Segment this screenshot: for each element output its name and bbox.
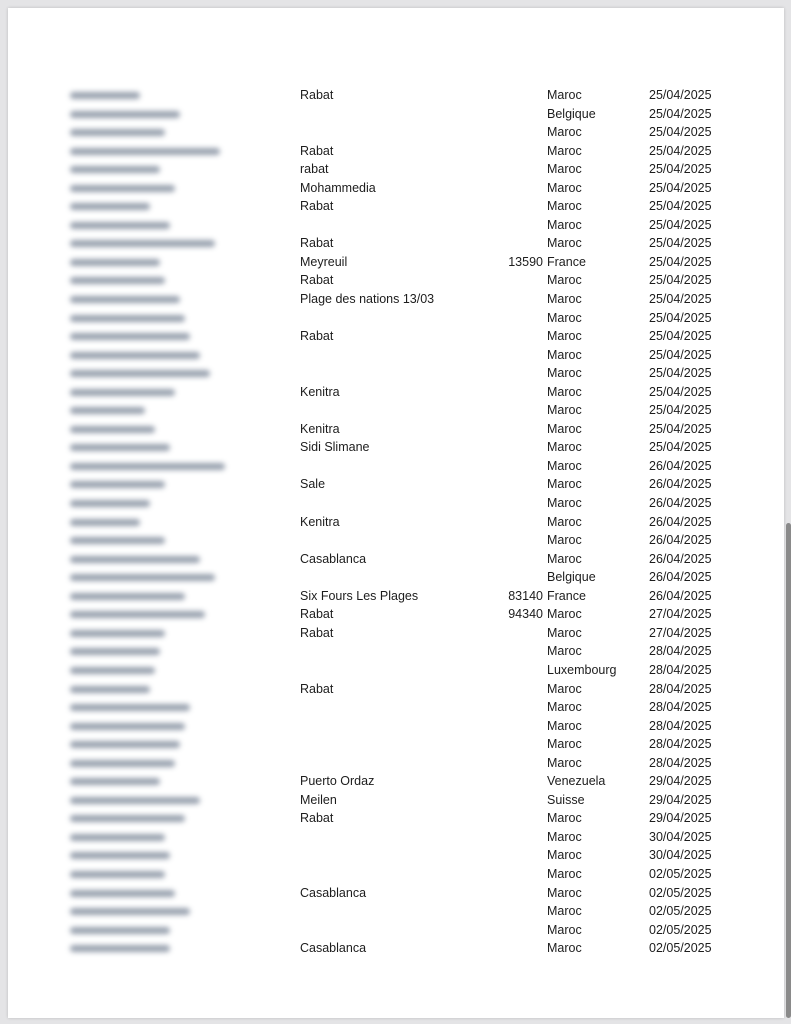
table-row — [8, 698, 784, 717]
table-row — [8, 624, 784, 643]
country-cell: Maroc — [547, 718, 582, 733]
redacted-name — [70, 309, 230, 327]
date-cell: 02/05/2025 — [649, 904, 712, 919]
redaction-blur — [70, 871, 165, 878]
table-row — [8, 142, 784, 161]
redacted-name — [70, 123, 230, 141]
city-cell: Rabat — [300, 273, 334, 288]
redacted-name — [70, 568, 230, 586]
country-cell: Maroc — [547, 143, 582, 158]
redacted-name — [70, 160, 230, 178]
city-cell: Meyreuil — [300, 254, 348, 269]
redaction-blur — [70, 148, 220, 155]
redaction-blur — [70, 185, 175, 192]
redaction-blur — [70, 593, 185, 600]
country-cell: Maroc — [547, 329, 582, 344]
country-cell: Maroc — [547, 180, 582, 195]
table-row — [8, 438, 784, 457]
redacted-name — [70, 513, 230, 531]
redacted-name — [70, 902, 230, 920]
date-cell: 25/04/2025 — [649, 273, 712, 288]
redacted-name — [70, 383, 230, 401]
country-cell: Maroc — [547, 848, 582, 863]
vertical-scrollbar[interactable] — [786, 523, 791, 1018]
redacted-name — [70, 457, 230, 475]
date-cell: 29/04/2025 — [649, 792, 712, 807]
table-row — [8, 86, 784, 105]
country-cell: Maroc — [547, 829, 582, 844]
country-cell: Maroc — [547, 347, 582, 362]
country-cell: Maroc — [547, 755, 582, 770]
redaction-blur — [70, 630, 165, 637]
redacted-name — [70, 624, 230, 642]
zip-cell: 13590 — [508, 254, 543, 269]
table-row — [8, 717, 784, 736]
country-cell: Belgique — [547, 106, 596, 121]
redacted-name — [70, 234, 230, 252]
redacted-name — [70, 865, 230, 883]
redacted-name — [70, 735, 230, 753]
city-cell: Casablanca — [300, 885, 367, 900]
table-row — [8, 884, 784, 903]
date-cell: 25/04/2025 — [649, 180, 712, 195]
city-cell: Rabat — [300, 236, 334, 251]
redacted-name — [70, 179, 230, 197]
redaction-blur — [70, 352, 200, 359]
country-cell: Maroc — [547, 514, 582, 529]
city-cell: Rabat — [300, 681, 334, 696]
city-cell: Rabat — [300, 88, 334, 102]
date-cell: 02/05/2025 — [649, 866, 712, 881]
city-cell: Mohammedia — [300, 180, 376, 195]
redacted-name — [70, 642, 230, 660]
date-cell: 26/04/2025 — [649, 458, 712, 473]
redaction-blur — [70, 797, 200, 804]
date-cell: 29/04/2025 — [649, 774, 712, 789]
date-cell: 25/04/2025 — [649, 292, 712, 307]
redaction-blur — [70, 203, 150, 210]
city-cell: Rabat — [300, 811, 334, 826]
redacted-name — [70, 717, 230, 735]
country-cell: Maroc — [547, 551, 582, 566]
table-row — [8, 475, 784, 494]
redaction-blur — [70, 852, 170, 859]
table-row — [8, 568, 784, 587]
redaction-blur — [70, 778, 160, 785]
city-cell: Rabat — [300, 199, 334, 214]
redaction-blur — [70, 333, 190, 340]
redaction-blur — [70, 407, 145, 414]
redaction-blur — [70, 927, 170, 934]
table-row — [8, 661, 784, 680]
date-cell: 27/04/2025 — [649, 607, 712, 622]
city-cell: Puerto Ordaz — [300, 774, 375, 789]
date-cell: 28/04/2025 — [649, 681, 712, 696]
date-cell: 25/04/2025 — [649, 440, 712, 455]
redacted-name — [70, 271, 230, 289]
country-cell: Maroc — [547, 607, 582, 622]
date-cell: 25/04/2025 — [649, 347, 712, 362]
redaction-blur — [70, 481, 165, 488]
table-row — [8, 680, 784, 699]
country-cell: Maroc — [547, 384, 582, 399]
country-cell: Maroc — [547, 866, 582, 881]
redaction-blur — [70, 667, 155, 674]
redaction-blur — [70, 259, 160, 266]
country-cell: France — [547, 254, 586, 269]
date-cell: 26/04/2025 — [649, 496, 712, 511]
date-cell: 30/04/2025 — [649, 829, 712, 844]
table-row — [8, 772, 784, 791]
table-row — [8, 160, 784, 179]
table-row — [8, 587, 784, 606]
date-cell: 26/04/2025 — [649, 551, 712, 566]
table-row — [8, 865, 784, 884]
date-cell: 02/05/2025 — [649, 941, 712, 956]
redaction-blur — [70, 686, 150, 693]
redacted-name — [70, 86, 230, 104]
table-row — [8, 253, 784, 272]
redacted-name — [70, 791, 230, 809]
redaction-blur — [70, 834, 165, 841]
date-cell: 25/04/2025 — [649, 106, 712, 121]
country-cell: Maroc — [547, 421, 582, 436]
date-cell: 28/04/2025 — [649, 662, 712, 677]
country-cell: Maroc — [547, 236, 582, 251]
table-row — [8, 513, 784, 532]
redaction-blur — [70, 296, 180, 303]
redacted-name — [70, 531, 230, 549]
redaction-blur — [70, 463, 225, 470]
redaction-blur — [70, 92, 140, 99]
table-row — [8, 271, 784, 290]
city-cell: Sale — [300, 477, 326, 492]
date-cell: 02/05/2025 — [649, 922, 712, 937]
redacted-name — [70, 438, 230, 456]
redaction-blur — [70, 760, 175, 767]
country-cell: Luxembourg — [547, 662, 617, 677]
date-cell: 25/04/2025 — [649, 366, 712, 381]
city-cell: Six Fours Les Plages — [300, 588, 419, 603]
city-cell: Kenitra — [300, 421, 340, 436]
redaction-blur — [70, 723, 185, 730]
redaction-blur — [70, 704, 190, 711]
table-row — [8, 550, 784, 569]
date-cell: 27/04/2025 — [649, 625, 712, 640]
table-row — [8, 123, 784, 142]
city-cell: rabat — [300, 162, 329, 177]
date-cell: 25/04/2025 — [649, 310, 712, 325]
table-row — [8, 327, 784, 346]
redaction-blur — [70, 556, 200, 563]
redacted-name — [70, 661, 230, 679]
redacted-name — [70, 105, 230, 123]
city-cell: Rabat — [300, 607, 334, 622]
table-row — [8, 605, 784, 624]
country-cell: Belgique — [547, 570, 596, 585]
country-cell: Maroc — [547, 310, 582, 325]
redaction-blur — [70, 129, 165, 136]
date-cell: 28/04/2025 — [649, 644, 712, 659]
date-cell: 26/04/2025 — [649, 477, 712, 492]
redaction-blur — [70, 426, 155, 433]
date-cell: 25/04/2025 — [649, 329, 712, 344]
redacted-name — [70, 921, 230, 939]
table-row — [8, 179, 784, 198]
redacted-name — [70, 884, 230, 902]
table-row — [8, 383, 784, 402]
city-cell: Kenitra — [300, 384, 340, 399]
redaction-blur — [70, 741, 180, 748]
table-row — [8, 846, 784, 865]
country-cell: Maroc — [547, 273, 582, 288]
date-cell: 26/04/2025 — [649, 588, 712, 603]
city-cell: Rabat — [300, 625, 334, 640]
date-cell: 25/04/2025 — [649, 88, 712, 102]
redaction-blur — [70, 370, 210, 377]
table-row — [8, 401, 784, 420]
redacted-name — [70, 754, 230, 772]
date-cell: 28/04/2025 — [649, 718, 712, 733]
zip-cell: 83140 — [508, 588, 543, 603]
country-cell: Maroc — [547, 292, 582, 307]
table-row — [8, 642, 784, 661]
city-cell: Sidi Slimane — [300, 440, 370, 455]
redacted-name — [70, 587, 230, 605]
country-cell: France — [547, 588, 586, 603]
redacted-name — [70, 346, 230, 364]
table-row — [8, 105, 784, 124]
redaction-blur — [70, 890, 175, 897]
country-cell: Maroc — [547, 458, 582, 473]
country-cell: Maroc — [547, 162, 582, 177]
table-row — [8, 828, 784, 847]
table-row — [8, 309, 784, 328]
date-cell: 28/04/2025 — [649, 700, 712, 715]
redacted-name — [70, 142, 230, 160]
redaction-blur — [70, 240, 215, 247]
redaction-blur — [70, 500, 150, 507]
country-cell: Maroc — [547, 199, 582, 214]
date-cell: 25/04/2025 — [649, 236, 712, 251]
city-cell: Casablanca — [300, 941, 367, 956]
table-row — [8, 234, 784, 253]
redacted-name — [70, 828, 230, 846]
redacted-name — [70, 420, 230, 438]
table-row — [8, 809, 784, 828]
country-cell: Maroc — [547, 811, 582, 826]
country-cell: Maroc — [547, 217, 582, 232]
country-cell: Maroc — [547, 403, 582, 418]
table-row — [8, 290, 784, 309]
country-cell: Maroc — [547, 644, 582, 659]
table-row — [8, 364, 784, 383]
redacted-name — [70, 605, 230, 623]
record-list — [8, 86, 784, 958]
country-cell: Maroc — [547, 681, 582, 696]
date-cell: 25/04/2025 — [649, 254, 712, 269]
table-row — [8, 346, 784, 365]
redaction-blur — [70, 315, 185, 322]
redaction-blur — [70, 111, 180, 118]
redacted-name — [70, 401, 230, 419]
date-cell: 25/04/2025 — [649, 403, 712, 418]
table-row — [8, 420, 784, 439]
redacted-name — [70, 494, 230, 512]
redaction-blur — [70, 537, 165, 544]
country-cell: Maroc — [547, 496, 582, 511]
table-row — [8, 921, 784, 940]
document-page — [8, 8, 784, 1018]
redaction-blur — [70, 166, 160, 173]
country-cell: Maroc — [547, 700, 582, 715]
country-cell: Maroc — [547, 88, 582, 102]
redaction-blur — [70, 444, 170, 451]
city-cell: Rabat — [300, 143, 334, 158]
redacted-name — [70, 809, 230, 827]
redaction-blur — [70, 945, 170, 952]
table-row — [8, 457, 784, 476]
date-cell: 25/04/2025 — [649, 199, 712, 214]
date-cell: 25/04/2025 — [649, 421, 712, 436]
country-cell: Maroc — [547, 366, 582, 381]
redaction-blur — [70, 611, 205, 618]
redacted-name — [70, 327, 230, 345]
table-row — [8, 216, 784, 235]
date-cell: 26/04/2025 — [649, 570, 712, 585]
redacted-name — [70, 364, 230, 382]
table-row — [8, 494, 784, 513]
redaction-blur — [70, 648, 160, 655]
redaction-blur — [70, 815, 185, 822]
redaction-blur — [70, 277, 165, 284]
country-cell: Venezuela — [547, 774, 606, 789]
redacted-name — [70, 772, 230, 790]
table-row — [8, 791, 784, 810]
redacted-name — [70, 197, 230, 215]
redaction-blur — [70, 574, 215, 581]
redacted-name — [70, 680, 230, 698]
redaction-blur — [70, 908, 190, 915]
table-row — [8, 735, 784, 754]
redacted-name — [70, 939, 230, 957]
country-cell: Maroc — [547, 440, 582, 455]
date-cell: 30/04/2025 — [649, 848, 712, 863]
date-cell: 25/04/2025 — [649, 125, 712, 140]
city-cell: Meilen — [300, 792, 337, 807]
table-row — [8, 939, 784, 958]
country-cell: Maroc — [547, 625, 582, 640]
date-cell: 29/04/2025 — [649, 811, 712, 826]
date-cell: 26/04/2025 — [649, 533, 712, 548]
country-cell: Maroc — [547, 125, 582, 140]
country-cell: Suisse — [547, 792, 585, 807]
redacted-name — [70, 550, 230, 568]
city-cell: Plage des nations 13/03 — [300, 292, 435, 307]
date-cell: 28/04/2025 — [649, 737, 712, 752]
country-cell: Maroc — [547, 533, 582, 548]
date-cell: 25/04/2025 — [649, 384, 712, 399]
redacted-name — [70, 475, 230, 493]
date-cell: 26/04/2025 — [649, 514, 712, 529]
country-cell: Maroc — [547, 477, 582, 492]
redacted-name — [70, 253, 230, 271]
city-cell: Rabat — [300, 329, 334, 344]
country-cell: Maroc — [547, 922, 582, 937]
table-row — [8, 754, 784, 773]
city-cell: Casablanca — [300, 551, 367, 566]
city-cell: Kenitra — [300, 514, 340, 529]
date-cell: 25/04/2025 — [649, 217, 712, 232]
date-cell: 02/05/2025 — [649, 885, 712, 900]
redaction-blur — [70, 389, 175, 396]
date-cell: 28/04/2025 — [649, 755, 712, 770]
redaction-blur — [70, 222, 170, 229]
table-row — [8, 531, 784, 550]
zip-cell: 94340 — [508, 607, 543, 622]
date-cell: 25/04/2025 — [649, 143, 712, 158]
country-cell: Maroc — [547, 941, 582, 956]
redacted-name — [70, 290, 230, 308]
table-row — [8, 197, 784, 216]
redaction-blur — [70, 519, 140, 526]
country-cell: Maroc — [547, 737, 582, 752]
table-row — [8, 902, 784, 921]
redacted-name — [70, 698, 230, 716]
redacted-name — [70, 216, 230, 234]
country-cell: Maroc — [547, 904, 582, 919]
redacted-name — [70, 846, 230, 864]
date-cell: 25/04/2025 — [649, 162, 712, 177]
country-cell: Maroc — [547, 885, 582, 900]
